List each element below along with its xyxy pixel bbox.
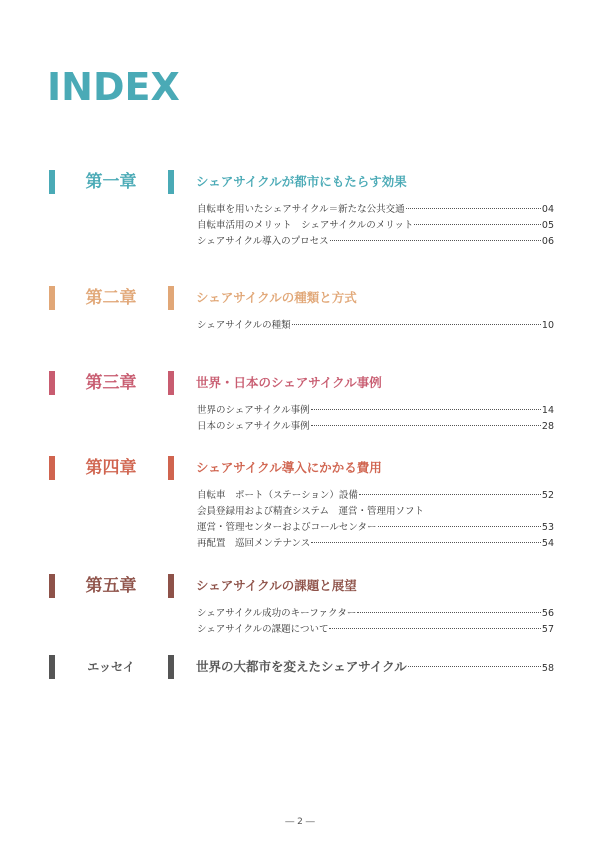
leader-dots bbox=[330, 240, 541, 241]
chapter-1-title-marker bbox=[168, 170, 174, 194]
toc-entry[interactable] bbox=[197, 218, 554, 234]
toc-entry-page: 54 bbox=[541, 538, 554, 549]
toc-entry-text: 自転車活用のメリット シェアサイクルのメリット bbox=[197, 220, 414, 231]
chapter-3-title[interactable]: 世界・日本のシェアサイクル事例 bbox=[196, 375, 382, 390]
page-title: INDEX bbox=[47, 65, 180, 109]
page-number: ― 2 ― bbox=[285, 817, 315, 827]
leader-dots bbox=[378, 526, 541, 527]
chapter-3-label: 第三章 bbox=[85, 373, 137, 393]
chapter-5-entries bbox=[197, 606, 554, 638]
chapter-2-title[interactable]: シェアサイクルの種類と方式 bbox=[196, 290, 357, 305]
chapter-5-title-marker bbox=[168, 574, 174, 598]
essay-marker bbox=[49, 655, 55, 679]
toc-entry-page: 14 bbox=[541, 405, 554, 416]
chapter-4-entries bbox=[197, 488, 554, 552]
chapter-1-entries bbox=[197, 202, 554, 250]
leader-dots bbox=[311, 409, 541, 410]
chapter-1-marker bbox=[49, 170, 55, 194]
toc-entry[interactable] bbox=[197, 403, 554, 419]
toc-entry[interactable] bbox=[197, 520, 554, 536]
toc-entry-text: 自転車 ポート（ステーション）設備 bbox=[197, 490, 358, 501]
toc-entry-text: 運営・管理センターおよびコールセンター bbox=[197, 522, 377, 533]
chapter-4-title-marker bbox=[168, 456, 174, 480]
chapter-1-title[interactable]: シェアサイクルが都市にもたらす効果 bbox=[196, 174, 407, 189]
toc-entry[interactable] bbox=[197, 536, 554, 552]
chapter-1-label: 第一章 bbox=[85, 172, 137, 192]
toc-entry-text: 再配置 巡回メンテナンス bbox=[197, 538, 311, 549]
toc-entry[interactable] bbox=[197, 488, 554, 504]
toc-entry[interactable] bbox=[197, 234, 554, 250]
leader-dots bbox=[359, 494, 541, 495]
essay-title: 世界の大都市を変えたシェアサイクル bbox=[196, 659, 407, 674]
chapter-5-title[interactable]: シェアサイクルの課題と展望 bbox=[196, 578, 357, 593]
leader-dots bbox=[329, 628, 540, 629]
toc-entry-text: シェアサイクル成功のキーファクター bbox=[197, 608, 357, 619]
leader-dots bbox=[311, 542, 541, 543]
chapter-3-entries bbox=[197, 403, 554, 435]
chapter-2-marker bbox=[49, 286, 55, 310]
essay-entry[interactable] bbox=[196, 658, 554, 676]
leader-dots bbox=[414, 224, 540, 225]
essay-page: 58 bbox=[541, 663, 554, 674]
toc-entry[interactable] bbox=[197, 504, 554, 520]
toc-entry-page: 06 bbox=[541, 236, 554, 247]
essay-title-marker bbox=[168, 655, 174, 679]
toc-entry-page: 05 bbox=[541, 220, 554, 231]
toc-entry-page: 53 bbox=[541, 522, 554, 533]
chapter-4-marker bbox=[49, 456, 55, 480]
chapter-4-label: 第四章 bbox=[85, 458, 137, 478]
leader-dots bbox=[408, 666, 541, 667]
toc-entry[interactable] bbox=[197, 622, 554, 638]
toc-entry-text: シェアサイクルの課題について bbox=[197, 624, 329, 635]
toc-entry-page: 28 bbox=[541, 421, 554, 432]
chapter-3-marker bbox=[49, 371, 55, 395]
toc-entry[interactable] bbox=[197, 202, 554, 218]
toc-entry[interactable] bbox=[197, 419, 554, 435]
toc-entry-text: 会員登録用および精査システム 運営・管理用ソフト bbox=[197, 506, 425, 517]
toc-entry-text: シェアサイクルの種類 bbox=[197, 320, 291, 331]
leader-dots bbox=[292, 324, 541, 325]
chapter-2-title-marker bbox=[168, 286, 174, 310]
chapter-2-entries bbox=[197, 318, 554, 334]
chapter-5-marker bbox=[49, 574, 55, 598]
toc-entry-text: 日本のシェアサイクル事例 bbox=[197, 421, 310, 432]
toc-entry-page: 56 bbox=[541, 608, 554, 619]
toc-entry[interactable] bbox=[197, 318, 554, 334]
chapter-4-title[interactable]: シェアサイクル導入にかかる費用 bbox=[196, 460, 382, 475]
toc-entry-text: 自転車を用いたシェアサイクル＝新たな公共交通 bbox=[197, 204, 405, 215]
toc-entry-text: 世界のシェアサイクル事例 bbox=[197, 405, 310, 416]
essay-label: エッセイ bbox=[87, 660, 135, 674]
leader-dots bbox=[311, 425, 541, 426]
toc-entry-page: 52 bbox=[541, 490, 554, 501]
leader-dots bbox=[357, 612, 541, 613]
toc-entry[interactable] bbox=[197, 606, 554, 622]
chapter-2-label: 第二章 bbox=[85, 288, 137, 308]
toc-entry-page: 10 bbox=[541, 320, 554, 331]
leader-dots bbox=[406, 208, 541, 209]
chapter-3-title-marker bbox=[168, 371, 174, 395]
toc-entry-page: 57 bbox=[541, 624, 554, 635]
toc-entry-page: 04 bbox=[541, 204, 554, 215]
chapter-5-label: 第五章 bbox=[85, 576, 137, 596]
toc-entry-text: シェアサイクル導入のプロセス bbox=[197, 236, 329, 247]
